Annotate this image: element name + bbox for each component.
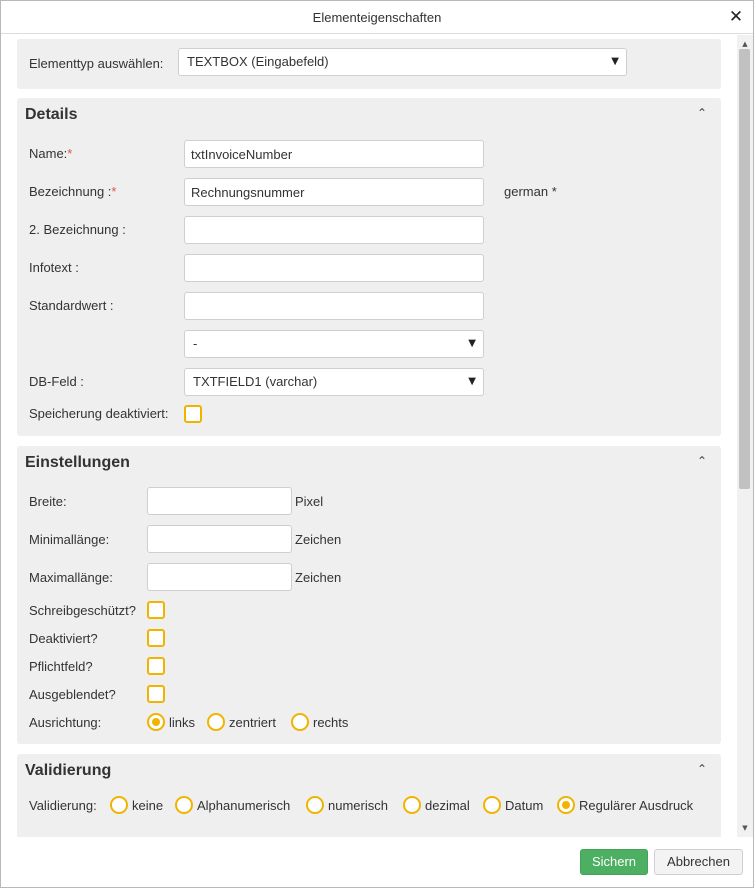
dropdown-arrow-icon: ▼ <box>468 376 476 387</box>
validierung-regex-radio[interactable] <box>557 796 575 814</box>
scroll-up-icon[interactable]: ▲ <box>742 40 748 48</box>
collapse-details-icon[interactable]: ⌃ <box>696 106 708 120</box>
scroll-down-icon[interactable]: ▼ <box>742 824 748 832</box>
bezeichnung-label: Bezeichnung :* <box>29 184 117 199</box>
minlen-label: Minimallänge: <box>29 532 110 547</box>
element-type-panel <box>17 39 721 89</box>
bezeichnung2-label: 2. Bezeichnung : <box>29 222 126 237</box>
pflichtfeld-label: Pflichtfeld? <box>29 659 93 674</box>
standardwert-select-value: - <box>193 336 198 351</box>
validierung-keine-label: keine <box>132 798 164 813</box>
ausgeblendet-checkbox[interactable] <box>147 685 165 703</box>
standardwert-label: Standardwert : <box>29 298 114 313</box>
dialog-content <box>1 34 737 837</box>
deaktiviert-checkbox[interactable] <box>147 629 165 647</box>
cancel-button[interactable]: Abbrechen <box>654 849 743 875</box>
element-type-value: TEXTBOX (Eingabefeld) <box>187 54 329 69</box>
maxlen-label: Maximallänge: <box>29 570 113 585</box>
ausrichtung-links-label: links <box>169 715 196 730</box>
einstellungen-panel <box>17 446 721 744</box>
infotext-input[interactable] <box>184 254 484 282</box>
standardwert-input[interactable] <box>184 292 484 320</box>
details-panel <box>17 98 721 436</box>
standardwert-select[interactable] <box>184 330 484 358</box>
dialog-footer <box>1 837 753 887</box>
validierung-regex-label: Regulärer Ausdruck <box>579 798 694 813</box>
dialog-titlebar <box>1 1 753 34</box>
einstellungen-title: Einstellungen <box>25 454 130 471</box>
language-label: german * <box>504 184 557 199</box>
validierung-panel <box>17 754 721 837</box>
minlen-input[interactable] <box>147 525 292 553</box>
dropdown-arrow-icon: ▼ <box>468 338 476 349</box>
infotext-label: Infotext : <box>29 260 79 275</box>
save-button[interactable]: Sichern <box>580 849 648 875</box>
dialog-title: Elementeigenschaften <box>312 10 442 25</box>
validierung-datum-radio[interactable] <box>483 796 501 814</box>
breite-input[interactable] <box>147 487 292 515</box>
validierung-alphanumerisch-label: Alphanumerisch <box>197 798 291 813</box>
speicherung-label: Speicherung deaktiviert: <box>29 406 169 421</box>
bezeichnung-input[interactable] <box>184 178 484 206</box>
name-label: Name:* <box>29 146 73 161</box>
minlen-unit: Zeichen <box>295 532 342 547</box>
validierung-numerisch-radio[interactable] <box>306 796 324 814</box>
close-icon[interactable]: ✕ <box>728 7 744 27</box>
maxlen-unit: Zeichen <box>295 570 342 585</box>
maxlen-input[interactable] <box>147 563 292 591</box>
pflichtfeld-checkbox[interactable] <box>147 657 165 675</box>
scroll-thumb[interactable] <box>739 49 750 489</box>
element-type-select[interactable] <box>178 48 627 76</box>
validierung-title: Validierung <box>25 762 112 779</box>
ausrichtung-rechts-radio[interactable] <box>291 713 309 731</box>
schreibgeschuetzt-label: Schreibgeschützt? <box>29 603 136 618</box>
speicherung-checkbox[interactable] <box>184 405 202 423</box>
validierung-numerisch-label: numerisch <box>328 798 388 813</box>
element-type-label: Elementtyp auswählen: <box>29 56 164 71</box>
collapse-einstellungen-icon[interactable]: ⌃ <box>696 454 708 468</box>
validierung-label: Validierung: <box>29 798 97 813</box>
validierung-dezimal-radio[interactable] <box>403 796 421 814</box>
ausrichtung-links-radio[interactable] <box>147 713 165 731</box>
ausgeblendet-label: Ausgeblendet? <box>29 687 116 702</box>
schreibgeschuetzt-checkbox[interactable] <box>147 601 165 619</box>
breite-unit: Pixel <box>295 494 324 509</box>
ausrichtung-zentriert-label: zentriert <box>229 715 276 730</box>
name-input[interactable] <box>184 140 484 168</box>
collapse-validierung-icon[interactable]: ⌃ <box>696 762 708 776</box>
dbfeld-value: TXTFIELD1 (varchar) <box>193 374 318 389</box>
validierung-alphanumerisch-radio[interactable] <box>175 796 193 814</box>
bezeichnung2-input[interactable] <box>184 216 484 244</box>
details-title: Details <box>25 106 78 123</box>
ausrichtung-zentriert-radio[interactable] <box>207 713 225 731</box>
vertical-scrollbar[interactable] <box>737 35 753 837</box>
breite-label: Breite: <box>29 494 67 509</box>
ausrichtung-rechts-label: rechts <box>313 715 349 730</box>
dropdown-arrow-icon: ▼ <box>611 56 619 67</box>
deaktiviert-label: Deaktiviert? <box>29 631 98 646</box>
validierung-keine-radio[interactable] <box>110 796 128 814</box>
dbfeld-label: DB-Feld : <box>29 374 84 389</box>
validierung-dezimal-label: dezimal <box>425 798 470 813</box>
dbfeld-select[interactable] <box>184 368 484 396</box>
validierung-datum-label: Datum <box>505 798 544 813</box>
ausrichtung-label: Ausrichtung: <box>29 715 102 730</box>
